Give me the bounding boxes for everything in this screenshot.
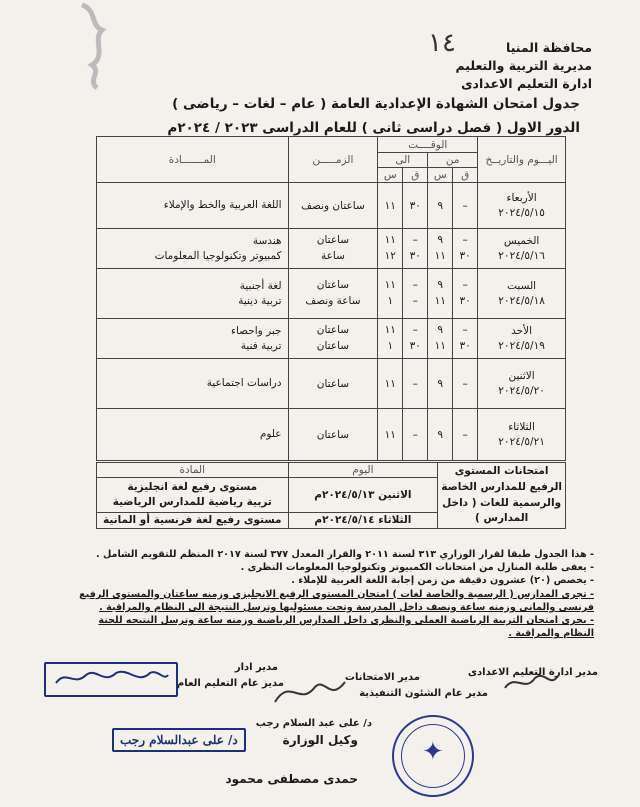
signature-title-admin: مدير ادار — [234, 662, 278, 673]
duration: ساعتان — [288, 359, 378, 409]
advanced-subject-1: مستوى رفيع لغة انجليزية — [127, 481, 258, 494]
note-5b: النظام والمراقبة . — [508, 628, 594, 640]
eagle-emblem-icon: ✦ — [422, 737, 444, 767]
from-hours: ٩ ١١ — [428, 269, 453, 319]
to-hours: ١١ — [378, 183, 403, 229]
header-from-hours: س — [428, 168, 453, 183]
note-2: - يعفى طلبة المنازل من امتحانات الكمبيوتر وتكنولوجيا المعلومات النظرى . — [240, 562, 594, 574]
header-time: الوقــــت — [378, 137, 478, 153]
to-hours: ١١ ١ — [378, 269, 403, 319]
notes-section — [54, 548, 594, 641]
exam-date: ٢٠٢٤/٥/٢١ — [498, 435, 545, 448]
directorate-name: مديرية التربية والتعليم — [455, 58, 592, 73]
stamp-handwriting — [52, 667, 170, 689]
day-name: الخميس — [503, 234, 540, 247]
subject: دراسات اجتماعية — [97, 359, 289, 409]
header-to-minutes: ق — [403, 168, 428, 183]
advanced-subject-1b: تربية رياضية للمدارس الرياضية — [112, 495, 272, 508]
to-minutes: – – — [403, 269, 428, 319]
table-row — [97, 359, 566, 409]
signatory-name-1: د/ على عبد السلام رجب — [255, 718, 372, 729]
to-hours: ١١ — [378, 409, 403, 461]
day-name: السبت — [507, 279, 537, 292]
subject: جبر واحصاء تربية فنية — [97, 319, 289, 359]
to-minutes: – ٣٠ — [403, 229, 428, 269]
day-name: الاثنين — [508, 369, 535, 382]
note-3: - يخصص (٢٠) عشرون دقيقة من زمن إجابة اللغة العربية للإملاء . — [291, 575, 594, 587]
duration: ساعتان ونصف — [288, 183, 378, 229]
from-minutes: – ٣٠ — [453, 319, 478, 359]
header-to: الى — [378, 153, 428, 168]
header-from-minutes: ق — [453, 168, 478, 183]
name-stamp-undersecretary: د/ على عبدالسلام رجب — [112, 728, 246, 752]
governorate-name: محافظة المنيا — [506, 40, 592, 55]
from-minutes: – ٣٠ — [453, 229, 478, 269]
duration: ساعتان — [288, 409, 378, 461]
duration: ساعتان ساعتان — [288, 319, 378, 359]
advanced-day-header: اليوم — [288, 463, 438, 478]
document-subtitle: الدور الاول ( فصل دراسى ثانى ) للعام الدراسى ٢٠٢٣ / ٢٠٢٤م — [167, 120, 580, 136]
to-minutes: – — [403, 409, 428, 461]
advanced-day-2: الثلاثاء ٢٠٢٤/٥/١٤م — [288, 512, 438, 528]
exam-date: ٢٠٢٤/٥/١٨ — [498, 294, 545, 307]
note-1: - هذا الجدول طبقا لقرار الوزاري ٣١٣ لسنة ٢٠١١ والقرار المعدل ٣٧٧ لسنة ٢٠١٧ المنظم للتقويم الشامل . — [95, 549, 594, 560]
duration: ساعتان ساعة — [288, 229, 378, 269]
handwritten-mark — [62, 0, 122, 90]
advanced-subject-2: مستوى رفيع لغة فرنسية أو المانية — [97, 512, 289, 528]
subject: اللغة العربية والخط والإملاء — [97, 183, 289, 229]
subject: هندسة كمبيوتر وتكنولوجيا المعلومات — [97, 229, 289, 269]
from-minutes: – — [453, 409, 478, 461]
header-duration: الزمـــــن — [288, 137, 378, 183]
header-from: من — [428, 153, 478, 168]
exam-table — [96, 136, 566, 461]
note-4: - تجرى المدارس ( الرسمية والخاصة لغات ) امتحان المستوى الرفيع الانجليزى وزمنه ساعتان والمستوى الرفيع — [79, 588, 594, 600]
exam-date: ٢٠٢٤/٥/١٩ — [498, 339, 545, 352]
handwritten-signature — [500, 668, 560, 698]
signature-title-prep-admin: مدير ادارة التعليم الاعدادى — [467, 667, 598, 678]
from-hours: ٩ — [428, 183, 453, 229]
from-minutes: – ٣٠ — [453, 269, 478, 319]
note-5: - يجرى امتحان التربية الرياضية العملى والنظرى داخل المدارس الرياضية وزمنه ساعة وترسل النتيجه للجنة — [98, 615, 594, 627]
signature-title-executive: مدير عام الشئون التنفيذية — [359, 688, 488, 699]
duration: ساعتان ساعة ونصف — [288, 269, 378, 319]
table-row — [97, 409, 566, 461]
to-hours: ١١ — [378, 359, 403, 409]
subject: لغة أجنبية تربية دينية — [97, 269, 289, 319]
advanced-subject-header: المادة — [97, 463, 289, 478]
exam-date: ٢٠٢٤/٥/٢٠ — [498, 384, 545, 397]
from-minutes: – — [453, 359, 478, 409]
to-minutes: ٣٠ — [403, 183, 428, 229]
to-hours: ١١ ١ — [378, 319, 403, 359]
header-subject: المـــــــادة — [97, 137, 289, 183]
page-number: ١٤ — [428, 28, 456, 58]
advanced-level-table — [96, 462, 566, 529]
from-hours: ٩ ١١ — [428, 319, 453, 359]
day-name: الأربعاء — [506, 191, 537, 204]
from-minutes: – — [453, 183, 478, 229]
handwritten-signature — [270, 672, 350, 712]
to-hours: ١١ ١٢ — [378, 229, 403, 269]
from-hours: ٩ ١١ — [428, 229, 453, 269]
to-minutes: – — [403, 359, 428, 409]
header-to-hours: س — [378, 168, 403, 183]
table-row — [97, 269, 566, 319]
table-row — [97, 229, 566, 269]
advanced-day-1: الاثنين ٢٠٢٤/٥/١٣م — [288, 478, 438, 513]
day-name: الثلاثاء — [508, 420, 535, 433]
day-name: الأحد — [511, 324, 533, 337]
exam-date: ٢٠٢٤/٥/١٦ — [498, 249, 545, 262]
header-day-date: اليـــوم والتاريــخ — [478, 137, 566, 183]
official-seal — [392, 715, 474, 797]
table-row — [97, 183, 566, 229]
note-4b: فرنسى والمانى وزمنه ساعة ونصف داخل المدرسة وتحت مسئوليها وترسل النتيجة الى النظام والمراقبة . — [99, 601, 594, 613]
signature-title-general-ed: مدير عام التعليم العام — [176, 678, 284, 689]
from-hours: ٩ — [428, 359, 453, 409]
exam-date: ٢٠٢٤/٥/١٥ — [498, 206, 545, 219]
subject: علوم — [97, 409, 289, 461]
table-row — [97, 319, 566, 359]
signature-title-undersecretary: وكيل الوزارة — [282, 733, 358, 747]
signature-title-exams: مدير الامتحانات — [344, 672, 420, 683]
document-title: جدول امتحان الشهادة الإعدادية العامة ( عام – لغات – رياضى ) — [172, 96, 580, 112]
advanced-level-label: امتحانات المستوى الرفيع للمدارس الخاصة والرسمية للغات ( داخل المدارس ) — [438, 463, 566, 529]
to-minutes: – ٣٠ — [403, 319, 428, 359]
administration-name: ادارة التعليم الاعدادى — [461, 76, 592, 91]
signatory-name-2: حمدى مصطفى محمود — [225, 772, 358, 786]
name-stamp — [44, 662, 178, 697]
from-hours: ٩ — [428, 409, 453, 461]
